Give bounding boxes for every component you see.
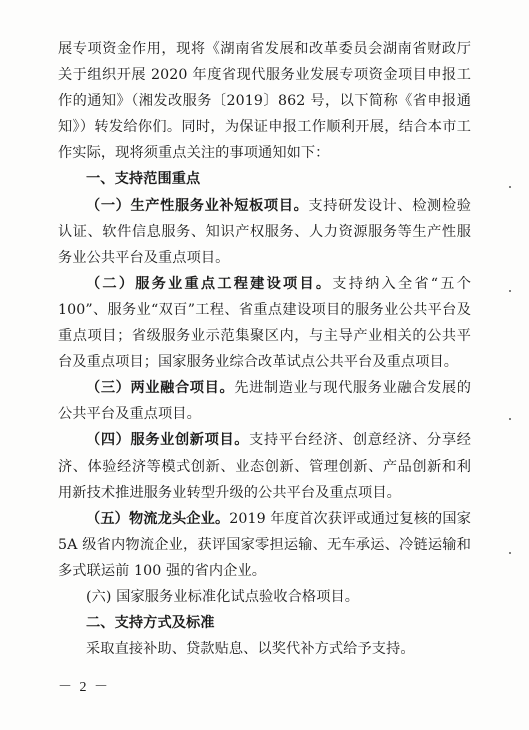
paragraph-text: 2019 年度首次获评或通过复核的国家 5A 级省内物流企业，获评国家零担运输、无车承运、冷链运输和多式联运前 100 强的省内企业。 bbox=[58, 510, 471, 579]
margin-speck bbox=[509, 552, 511, 554]
item-lead: 二、支持方式及标准 bbox=[86, 615, 215, 632]
paragraph-text: 支持研发设计、检测检验认证、软件信息服务、知识产权服务、人力资源服务等生产性服务业公共平台及重点项目。 bbox=[58, 197, 471, 266]
item-lead: （一）生产性服务业补短板项目。 bbox=[86, 197, 309, 214]
paragraph-text: 采取直接补助、贷款贴息、以奖代补方式给予支持。 bbox=[86, 641, 415, 658]
list-item-paragraph bbox=[58, 375, 471, 427]
margin-speck bbox=[509, 418, 511, 420]
paragraph-text: (六) 国家服务业标准化试点验收合格项目。 bbox=[86, 588, 360, 605]
item-lead: （二）服务业重点工程建设项目。 bbox=[86, 275, 333, 292]
page-number: － 2 － bbox=[58, 680, 110, 695]
margin-speck bbox=[509, 186, 511, 188]
list-item-paragraph bbox=[58, 584, 471, 610]
body-paragraph bbox=[58, 636, 471, 662]
item-lead: （四）服务业创新项目。 bbox=[86, 432, 250, 449]
section-heading bbox=[58, 166, 471, 192]
item-lead: （五）物流龙头企业。 bbox=[86, 510, 230, 527]
list-item-paragraph bbox=[58, 193, 471, 271]
list-item-paragraph bbox=[58, 427, 471, 505]
body-paragraph bbox=[58, 36, 471, 166]
item-lead: 一、支持范围重点 bbox=[86, 171, 201, 188]
paragraph-text: 先进制造业与现代服务业融合发展的公共平台及重点项目。 bbox=[58, 380, 471, 423]
list-item-paragraph bbox=[58, 506, 471, 584]
margin-speck bbox=[509, 290, 511, 292]
list-item-paragraph bbox=[58, 271, 471, 375]
section-heading bbox=[58, 610, 471, 636]
paragraph-text: 支持纳入全省“五个 100”、服务业“双百”工程、省重点建设项目的服务业公共平台及重点项目；省级服务业示范集聚区内，与主导产业相关的公共平台及重点项目；国家服务业综合改革试点公共平台及重点项目。 bbox=[58, 275, 471, 371]
document-body bbox=[58, 36, 471, 662]
item-lead: （三）两业融合项目。 bbox=[86, 380, 235, 397]
paragraph-text: 支持平台经济、创意经济、分享经济、体验经济等模式创新、业态创新、管理创新、产品创新和利用新技术推进服务业转型升级的公共平台及重点项目。 bbox=[58, 432, 471, 501]
paragraph-text: 展专项资金作用，现将《湖南省发展和改革委员会湖南省财政厅关于组织开展 2020 年度省现代服务业发展专项资金项目申报工作的通知》（湘发改服务〔2019〕862 号，以下简称《省申报通知》）转发给你们。同时，为保证申报工作顺利开展，结合本市工作实际，现将须重点关注的事项通知如下： bbox=[58, 41, 471, 162]
